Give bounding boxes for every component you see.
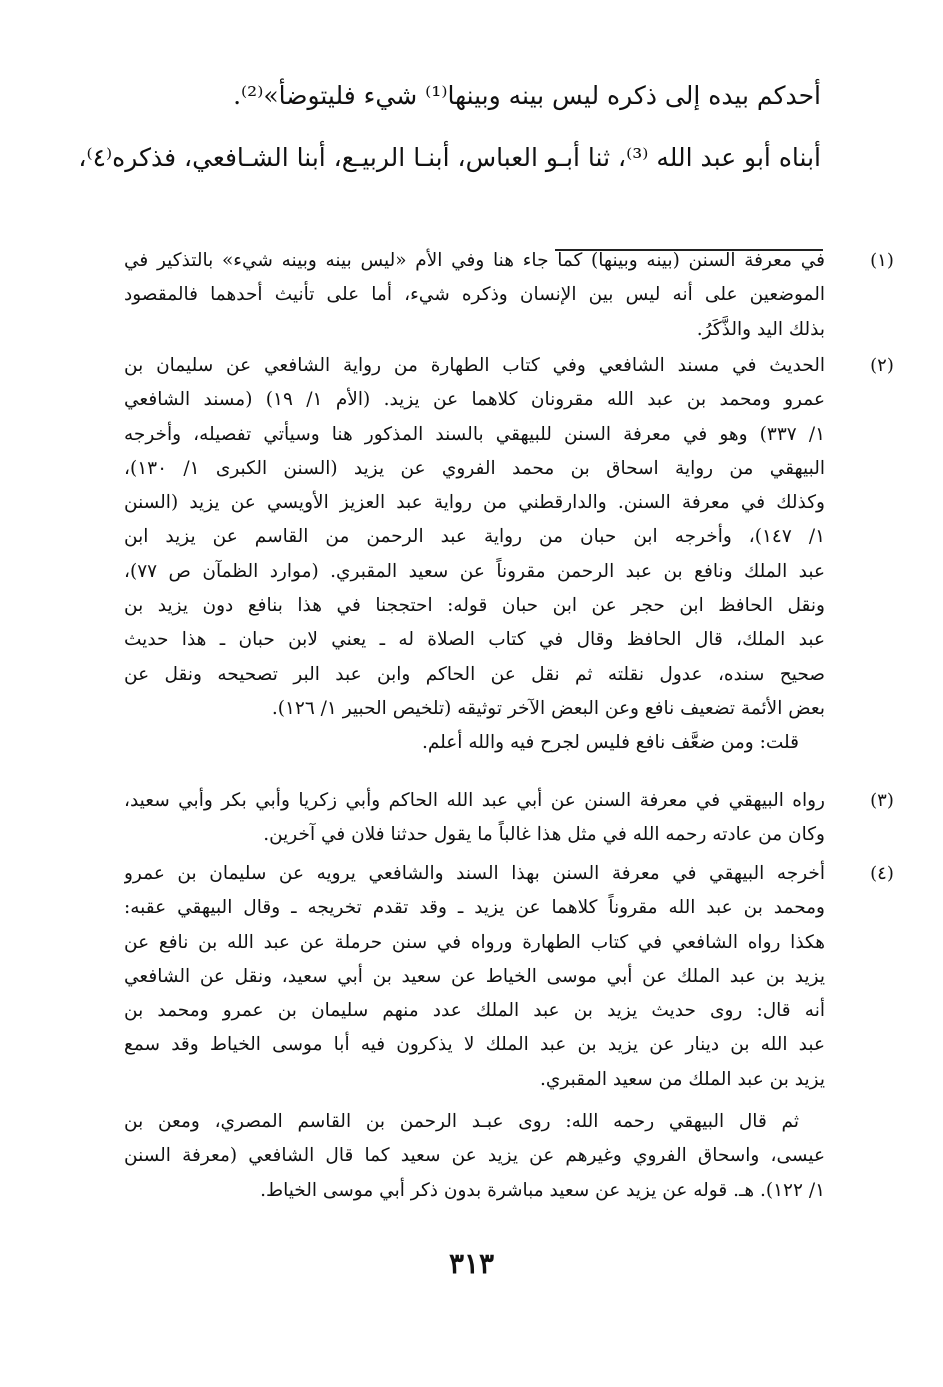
footnote-number: (٣) [870,790,894,811]
main-text-line-1: أحدكم بيده إلى ذكره ليس بينه وبينها⁽¹⁾ شيء فليتوضأ»⁽²⁾. [233,81,821,110]
footnote-1 [124,244,894,347]
footnote-line: أخرجه البيهقي في معرفة السنن بهذا السند والشافعي يرويه عن سليمان بن عمرو [124,863,825,884]
footnote-line: عبد الله بن دينار عن يزيد بن عبد الملك لا يذكرون فيه أبا موسى الخياط وقد سمع [124,1034,825,1056]
footnote-line: في معرفة السنن (بينه وبينها) كما جاء هنا وفي الأم «ليس بينه وبينه شيء» بالتذكير في [124,250,825,271]
footnote-body [124,349,825,761]
footnote-line: رواه البيهقي في معرفة السنن عن أبي عبد الله الحاكم وأبي زكريا وأبي بكر وأبي سعيد، [124,790,825,811]
footnote-continuation-line: ١/ ١٢٢). هـ. قوله عن يزيد عن سعيد مباشرة بدون ذكر أبي موسى الخياط. [260,1179,825,1201]
footnote-line: عبد الملك ونافع بن عبد الرحمن مقروناً عن سعيد المقبري. (موارد الظمآن ص ٧٧)، [124,560,825,582]
main-text-line-2: أبناه أبو عبد الله ⁽³⁾، ثنا أبـو العباس، أبنـا الربيـع، أبنا الشـافعي، فذكره⁽٤⁾، [78,143,821,172]
footnote-line: يزيد بن عبد الملك عن أبي موسى الخياط عن سعيد بن أبي سعيد، ونقل عن الشافعي [124,965,825,987]
footnote-line: صحيح سنده، عدول نقلته ثم نقل عن الحاكم وابن عبد البر تصحيحه ونقل عن [124,663,825,685]
footnote-number: (٢) [870,355,894,376]
footnote-line: بعض الأئمة تضعيف نافع وعن البعض الآخر توثيقه (تلخيص الحبير ١/ ١٢٦). [271,697,825,719]
footnote-4 [124,857,894,1208]
footnote-2 [124,349,894,761]
footnote-line: الموضعين على أنه ليس بين الإنسان وذكره شيء، أما على تأنيث أحدهما فالمقصود [124,284,825,306]
footnote-continuation-line: ثم قال البيهقي رحمه الله: روى عبـد الرحمن بن القاسم المصري، ومعن بن [124,1111,799,1133]
footnote-number: (٤) [870,863,894,884]
footnote-3 [124,784,894,853]
footnote-line: وكذلك في معرفة السنن. والدارقطني من رواية عبد العزيز الأويسي عن يزيد (السنن [124,492,825,514]
footnote-line: ١/ ٣٣٧) وهو في معرفة السنن للبيهقي بالسند المذكور هنا وسيأتي تفصيله، وأخرجه [124,423,825,445]
footnote-line: ومحمد بن عبد الله مقروناً كلاهما عن يزيد ـ وقد تقدم تخريجه ـ وقال البيهقي عقبه: [124,897,825,919]
footnote-line: ١/ ١٤٧)، وأخرجه ابن حبان من رواية عبد الرحمن من القاسم عن يزيد ابن [124,526,825,548]
footnote-line: عبد الملك، قال الحافظ وقال في كتاب الصلاة له ـ يعني لابن حبان ـ هذا حديث [124,629,825,651]
footnote-line: ونقل الحافظ ابن حجر عن ابن حبان قوله: احتججنا في هذا بنافع دون يزيد بن [124,595,825,617]
footnote-body [124,244,825,347]
footnote-body [124,784,825,853]
footnote-line: البيهقي من رواية اسحاق بن محمد الفروي عن يزيد (السنن الكبرى ١/ ١٣٠)، [124,457,825,479]
footnote-line: يزيد بن عبد الملك من سعيد المقبري. [540,1068,825,1090]
page-number: ٣١٣ [448,1247,495,1280]
footnote-note-line: قلت: ومن ضعَّف نافع فليس لجرح فيه والله أعلم. [421,732,799,754]
footnote-line: وكان من عادته رحمه الله في مثل هذا غالباً ما يقول حدثنا فلان في آخرين. [263,824,825,846]
footnote-line: عمرو ومحمد بن عبد الله مقرونان كلاهما عن يزيد. (الأم ١/ ١٩) (مسند الشافعي [124,389,825,411]
footnote-line: هكذا رواه الشافعي في كتاب الطهارة ورواه في سنن حرملة عن عبد الله بن نافع عن [124,931,825,953]
footnote-body [124,857,825,1208]
footnote-line: أنه قال: روى حديث يزيد بن عبد الملك عدد منهم سليمان بن عمرو ومحمد بن [124,1000,825,1022]
footnote-line: الحديث في مسند الشافعي وفي كتاب الطهارة من رواية الشافعي عن سليمان بن [124,355,825,376]
footnote-line: بذلك اليد والذَّكَرُ. [696,318,825,340]
footnote-continuation-line: عيسى، واسحاق الفروي وغيرهم عن يزيد عن سعيد كما قال الشافعي (معرفة السنن [124,1145,825,1167]
footnote-number: (١) [870,250,894,271]
